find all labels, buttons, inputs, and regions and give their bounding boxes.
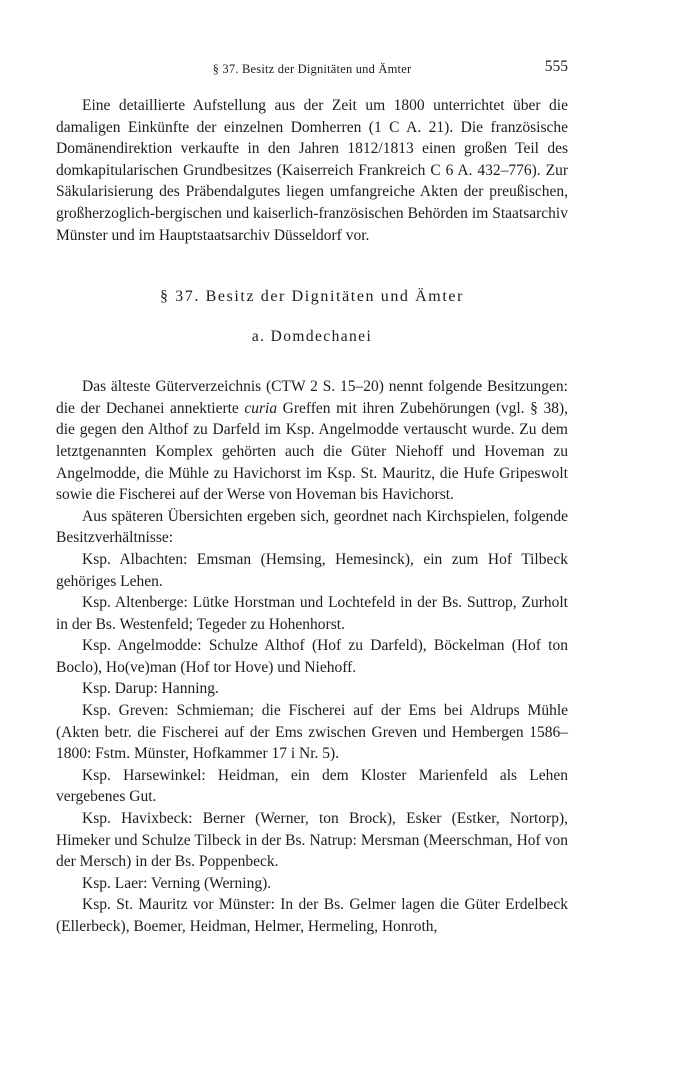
- italic-term: curia: [244, 399, 278, 417]
- paragraph-inventory: [56, 376, 568, 506]
- parish-entry-greven: Ksp. Greven: Schmieman; die Fischerei auf der Ems bei Aldrups Mühle (Akten betr. die Fischerei auf der Ems zwischen Greven und Hembergen 1586–1800: Fstm. Münster, Hofkammer 17 i Nr. 5).: [56, 702, 568, 763]
- parish-entry-st-mauritz: Ksp. St. Mauritz vor Münster: In der Bs. Gelmer lagen die Güter Erdelbeck (Ellerbeck), Boemer, Heidman, Helmer, Hermeling, Honroth,: [56, 896, 568, 935]
- parish-entry-havixbeck: Ksp. Havixbeck: Berner (Werner, ton Brock), Esker (Estker, Nortorp), Himeker und Schulze Tilbeck in der Bs. Natrup: Mersman (Meerschman, Hof von der Mersch) in der Bs. Poppenbeck.: [56, 810, 568, 871]
- body-text: [56, 95, 568, 938]
- intro-paragraph: Eine detaillierte Aufstellung aus der Zeit um 1800 unterrichtet über die damaligen Einkünfte der einzelnen Domherren (1 C A. 21). Die französische Domänendirektion verkaufte in den Jahren 1812/1813 einen großen Teil des domkapitularischen Grundbesitzes (Kaiserreich Frankreich C 6 A. 432–776). Zur Säkularisierung des Präbendalgutes liegen umfangreiche Akten der preußischen, großherzoglich-bergischen und kaiserlich-französischen Behörden im Staatsarchiv Münster und im Hauptstaatsarchiv Düsseldorf vor.: [56, 97, 568, 244]
- parish-entry-altenberge: Ksp. Altenberge: Lütke Horstman und Lochtefeld in der Bs. Suttrop, Zurholt in der Bs. Westenfeld; Tegeder zu Hohenhorst.: [56, 594, 568, 633]
- running-head: [56, 58, 568, 80]
- parish-entry-darup: Ksp. Darup: Hanning.: [82, 680, 219, 698]
- paragraph-overview: Aus späteren Übersichten ergeben sich, geordnet nach Kirchspielen, folgende Besitzverhältnisse:: [56, 507, 568, 547]
- paragraph-inventory-text-2: Greffen mit ihren Zubehörungen (vgl. § 38), die gegen den Althof zu Darfeld im Ksp. Angelmodde vertauscht wurde. Zu dem letztgenannten Komplex gehörten auch die Güter Niehoff und Hoveman zu Angelmodde, die Mühle zu Havichorst im Ksp. St. Mauritz, die Hufe Gripeswolt sowie die Fischerei auf der Werse von Hoveman bis Havichorst.: [56, 399, 568, 504]
- page-number: 555: [544, 58, 568, 75]
- parish-entry-laer: Ksp. Laer: Verning (Werning).: [82, 874, 272, 892]
- section-heading: § 37. Besitz der Dignitäten und Ämter: [159, 288, 465, 306]
- running-title: § 37. Besitz der Dignitäten und Ämter: [212, 62, 412, 76]
- parish-entry-angelmodde: Ksp. Angelmodde: Schulze Althof (Hof zu Darfeld), Böckelman (Hof ton Boclo), Ho(ve)man (Hof tor Hove) und Niehoff.: [56, 637, 568, 676]
- parish-entry-albachten: Ksp. Albachten: Emsman (Hemsing, Hemesinck), ein zum Hof Tilbeck gehöriges Lehen.: [56, 550, 568, 590]
- paragraph-inventory-text-1: Das älteste Güterverzeichnis (CTW 2 S. 15–20) nennt folgende Besitzungen: die der Dechanei annektierte: [56, 378, 568, 417]
- subsection-heading: a. Domdechanei: [251, 328, 373, 346]
- parish-entry-harsewinkel: Ksp. Harsewinkel: Heidman, ein dem Kloster Marienfeld als Lehen vergebenes Gut.: [56, 766, 568, 806]
